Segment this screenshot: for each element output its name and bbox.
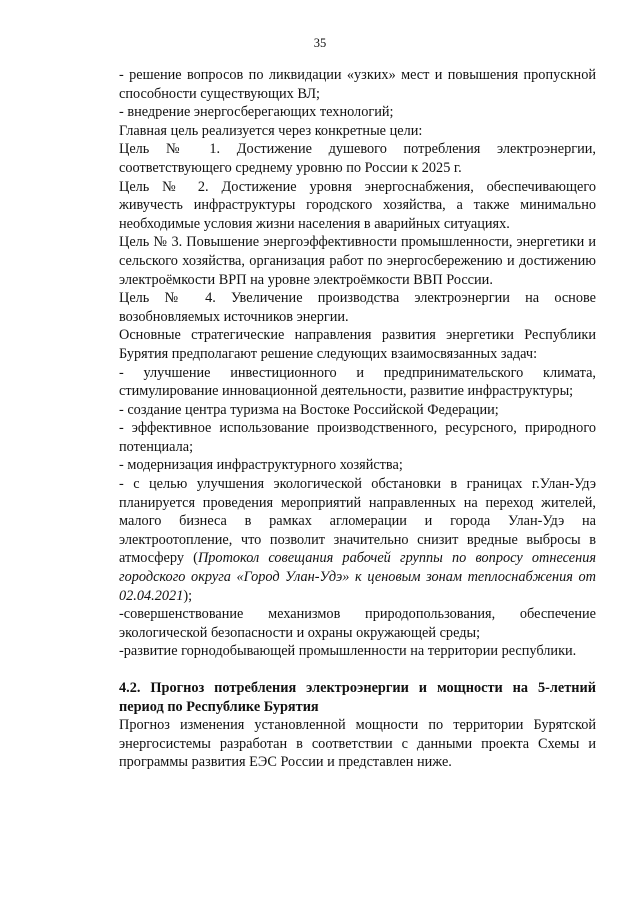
paragraph-mining: -развитие горнодобывающей промышленности на территории республики. — [119, 643, 577, 660]
paragraph-ecology-ulan-ude — [119, 475, 596, 605]
paragraph-main-goal: Главная цель реализуется через конкретные цели: — [119, 122, 423, 139]
protocol-reference: Протокол совещания рабочей группы по вопросу отнесения городского округа «Город Улан-Удэ» к ценовым зонам теплоснабжения от 02.04.2021 — [119, 550, 596, 604]
section-spacer — [119, 661, 596, 679]
ecology-text: - с целью улучшения экологической обстановки в границах г.Улан-Удэ планируется проведения мероприятий направленных на переход жителей, малого бизнеса в рамках агломерации и города Улан-Удэ на электроотопление, что позволит значительно снизит вредные выбросы в атмосферу ( — [119, 476, 596, 567]
paragraph-goal-4: Цель № 4. Увеличение производства электроэнергии на основе возобновляемых источников энергии. — [119, 290, 596, 325]
paragraph-infrastructure-modernization: - модернизация инфраструктурного хозяйства; — [119, 457, 403, 474]
paragraph-goal-3: Цель № 3. Повышение энергоэффективности промышленности, энергетики и сельского хозяйства, организация работ по энергосбережению и достижению электроёмкости ВРП на уровне электроёмкости ВВП России. — [119, 234, 596, 288]
section-body: Прогноз изменения установленной мощности по территории Бурятской энергосистемы разработан в соответствии с данными проекта Схемы и программы развития ЕЭС России и представлен ниже. — [119, 717, 596, 771]
section-heading: 4.2. Прогноз потребления электроэнергии и мощности на 5-летний период по Республике Бурятия — [119, 680, 596, 715]
paragraph-investment-climate: - улучшение инвестиционного и предпринимательского климата, стимулирование инновационной деятельности, развитие инфраструктуры; — [119, 364, 596, 400]
document-body — [119, 66, 596, 772]
paragraph-tourism-center: - создание центра туризма на Востоке Российской Федерации; — [119, 401, 499, 418]
paragraph-strategic-directions: Основные стратегические направления развития энергетики Республики Бурятия предполагают решение следующих взаимосвязанных задач: — [119, 327, 596, 362]
ecology-tail: ); — [183, 587, 193, 604]
paragraph-energy-saving: - внедрение энергосберегающих технологий; — [119, 104, 394, 121]
paragraph-bottlenecks: - решение вопросов по ликвидации «узких» мест и повышения пропускной способности существующих ВЛ; — [119, 67, 596, 102]
page-number: 35 — [313, 36, 327, 50]
paragraph-resource-use: - эффективное использование производственного, ресурсного, природного потенциала; — [119, 420, 596, 455]
paragraph-goal-1: Цель № 1. Достижение душевого потребления электроэнергии, соответствующего среднему уровню по России к 2025 г. — [119, 141, 596, 176]
paragraph-goal-2: Цель № 2. Достижение уровня энергоснабжения, обеспечивающего живучесть инфраструктуры городского хозяйства, а также минимально необходимые условия жизни населения в аварийных ситуациях. — [119, 178, 596, 232]
paragraph-nature-management: -совершенствование механизмов природопользования, обеспечение экологической безопасности и охраны окружающей среды; — [119, 606, 596, 641]
